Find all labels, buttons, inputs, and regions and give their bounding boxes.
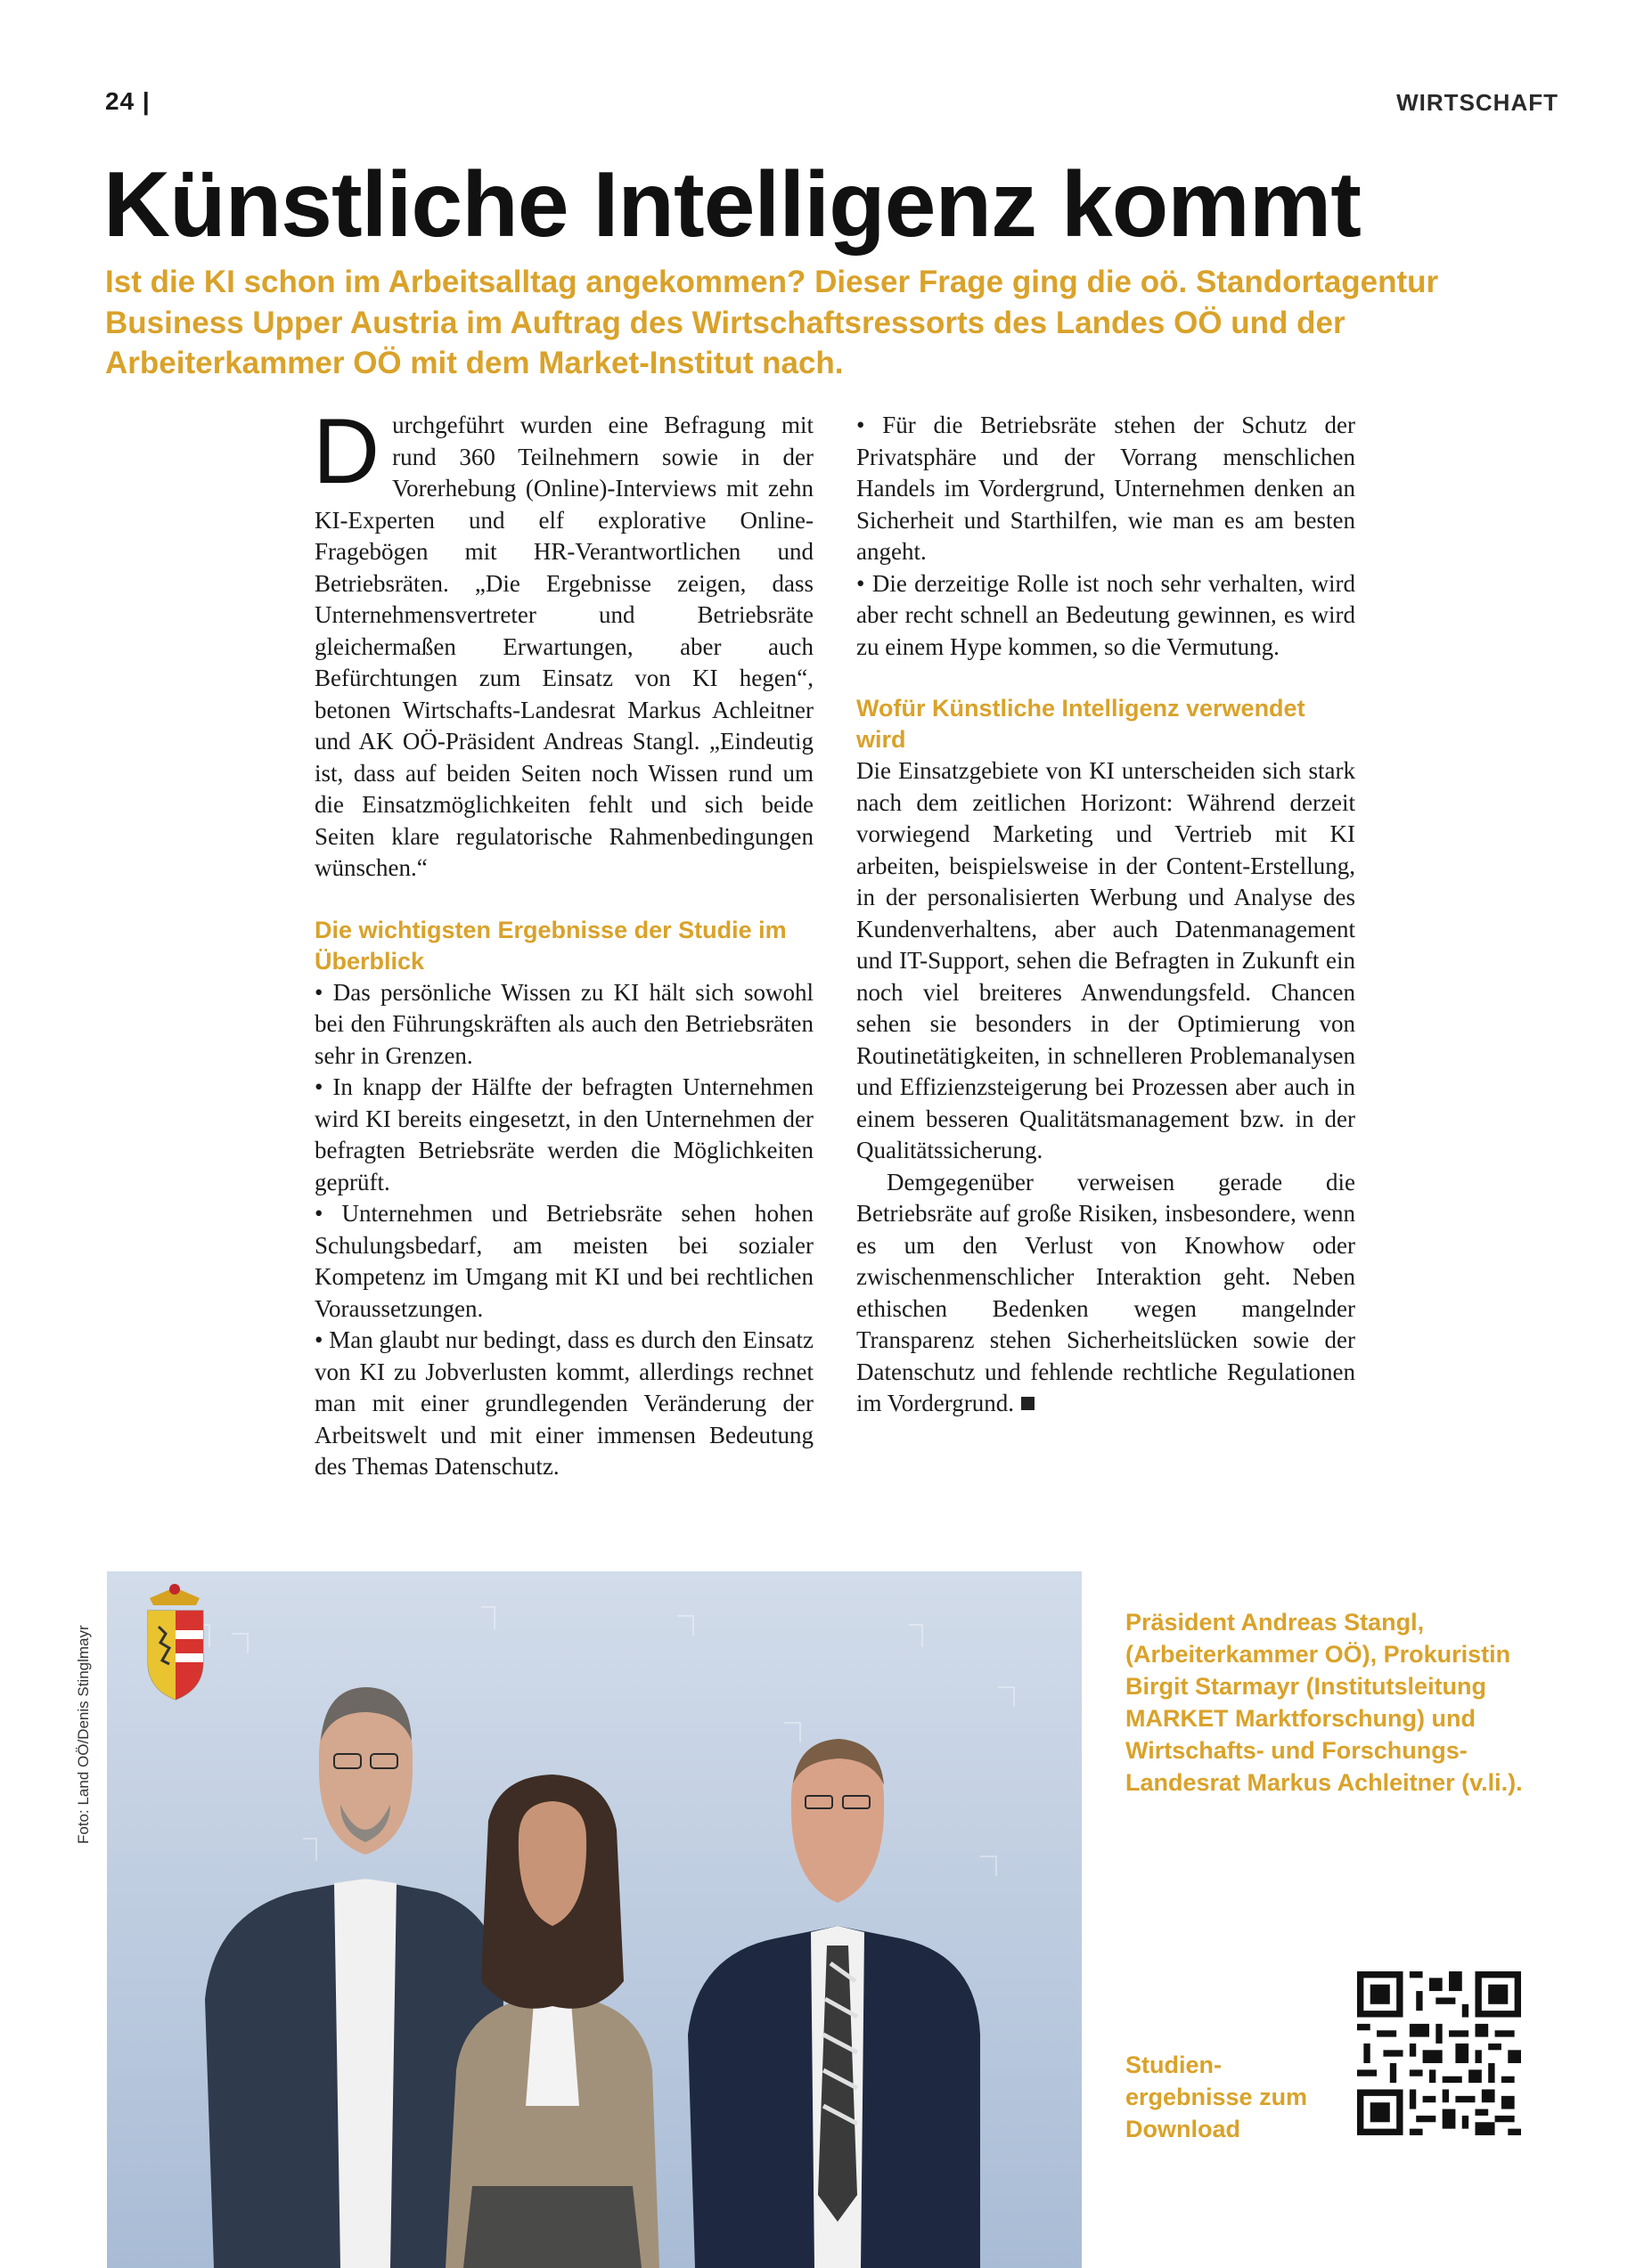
- bullet-item: • Man glaubt nur bedingt, dass es durch den Einsatz von KI zu Jobverlusten kommt, allerdings rechnet man mit einer grundlegenden Veränderung der Arbeitswelt und mit einer immensen Bedeutung des Themas Datenschutz.: [315, 1326, 814, 1480]
- group-photo-illustration: [107, 1571, 1082, 2268]
- risks-paragraph: [856, 1167, 1355, 1420]
- bullet-item: • Das persönliche Wissen zu KI hält sich sowohl bei den Führungskräften als auch den Betriebsräten sehr in Grenzen.: [315, 978, 814, 1069]
- end-mark-icon: [1021, 1397, 1035, 1410]
- photo-credit: [75, 1577, 107, 1844]
- subhead-results: Die wichtigsten Ergebnisse der Studie im Überblick: [315, 916, 787, 975]
- bullet-item: • Für die Betriebsräte stehen der Schutz der Privatsphäre und der Vorrang menschlichen Handels im Vordergrund, Unternehmen denken an Sicherheit und Starthilfen, wie man es am besten angeht.: [856, 412, 1355, 565]
- section-label: WIRTSCHAFT: [1396, 89, 1558, 116]
- qr-code-icon[interactable]: [1357, 1971, 1521, 2135]
- page-number: 24 |: [105, 87, 151, 115]
- usage-paragraph: Die Einsatzgebiete von KI unterscheiden sich stark nach dem zeitlichen Horizont: Während derzeit vorwiegend Marketing und Vertrieb mit KI arbeiten, beispielsweise in der Content-Erstellung, in der personalisierten Werbung und Analyse des Kundenverhaltens, aber auch Datenmanagement und IT-Support, sehen die Befragten in Zukunft ein noch viel breiteres Anwendungsfeld. Chancen sehen sie besonders in der Optimierung von Routinetätigkeiten, in schnelleren Problemanalysen und Effizienzsteigerung bei Prozessen aber auch in einem besseren Qualitätsmanagement bzw. in der Qualitätssicherung.: [856, 757, 1355, 1163]
- bullet-item: • In knapp der Hälfte der befragten Unternehmen wird KI bereits eingesetzt, in den Unternehmen der befragten Betriebsräte werden die Möglichkeiten geprüft.: [315, 1073, 814, 1195]
- photo-caption: Präsident Andreas Stangl, (Arbeiterkammer OÖ), Prokuristin Birgit Starmayr (Institutsleitung MARKET Marktforschung) und Wirtschafts- und Forschungs-Landesrat Markus Achleitner (v.li.).: [1125, 1609, 1523, 1796]
- photo-credit-text: Foto: Land OÖ/Denis Stinglmayr: [75, 1625, 92, 1844]
- coat-of-arms-icon: [148, 1584, 203, 1700]
- bullet-item: • Die derzeitige Rolle ist noch sehr verhalten, wird aber recht schnell an Bedeutung gewinnen, es wird zu einem Hype kommen, so die Vermutung.: [856, 569, 1355, 660]
- person-right: [688, 1739, 980, 2268]
- article-column-1: [313, 400, 814, 1483]
- qr-code-graphic: [1357, 1971, 1521, 2135]
- article-column-2: [856, 410, 1355, 1420]
- article-headline: Künstliche Intelligenz kommt: [103, 153, 1361, 257]
- intro-paragraph: [313, 400, 814, 885]
- risks-text: Demgegenüber verweisen gerade die Betriebsräte auf große Risiken, insbesondere, wenn es um den Verlust von Knowhow oder zwischenmenschlicher Interaktion geht. Neben ethischen Bedenken wegen mangelnder Transparenz stehen Sicherheitslücken sowie der Datenschutz und fehlende rechtliche Regulationen im Vordergrund.: [856, 1168, 1355, 1416]
- download-label: Studien-ergebnisse zum Download: [1125, 2052, 1308, 2142]
- intro-text: urchgeführt wurden eine Befragung mit rund 360 Teilnehmern sowie in der Vorerhebung (Online)-Interviews mit zehn KI-Experten und elf explorative Online-Fragebögen mit HR-Verantwortlichen und Betriebsräten. „Die Ergebnisse zeigen, dass Unternehmensvertreter und Betriebsräte gleichermaßen Erwartungen, aber auch Befürchtungen zum Einsatz von KI hegen“, betonen Wirtschafts-Landesrat Markus Achleitner und AK OÖ-Präsident Andreas Stangl. „Eindeutig ist, dass auf beiden Seiten noch Wissen rund um die Einsatzmöglichkeiten fehlt und sich beide Seiten klare regulatorische Rahmenbedingungen wünschen.“: [315, 412, 814, 881]
- bullet-item: • Unternehmen und Betriebsräte sehen hohen Schulungsbedarf, am meisten bei sozialer Kompetenz im Umgang mit KI und bei rechtlichen Voraussetzungen.: [315, 1200, 814, 1322]
- drop-cap: D: [313, 400, 380, 503]
- group-photo: [107, 1571, 1082, 2268]
- article-lead: Ist die KI schon im Arbeitsalltag angekommen? Dieser Frage ging die oö. Standortagentur Business Upper Austria im Auftrag des Wirtschaftsressorts des Landes OÖ und der Arbeiterkammer OÖ mit dem Market-Institut nach.: [105, 265, 1439, 380]
- subhead-usage: Wofür Künstliche Intelligenz verwendet wird: [856, 695, 1305, 753]
